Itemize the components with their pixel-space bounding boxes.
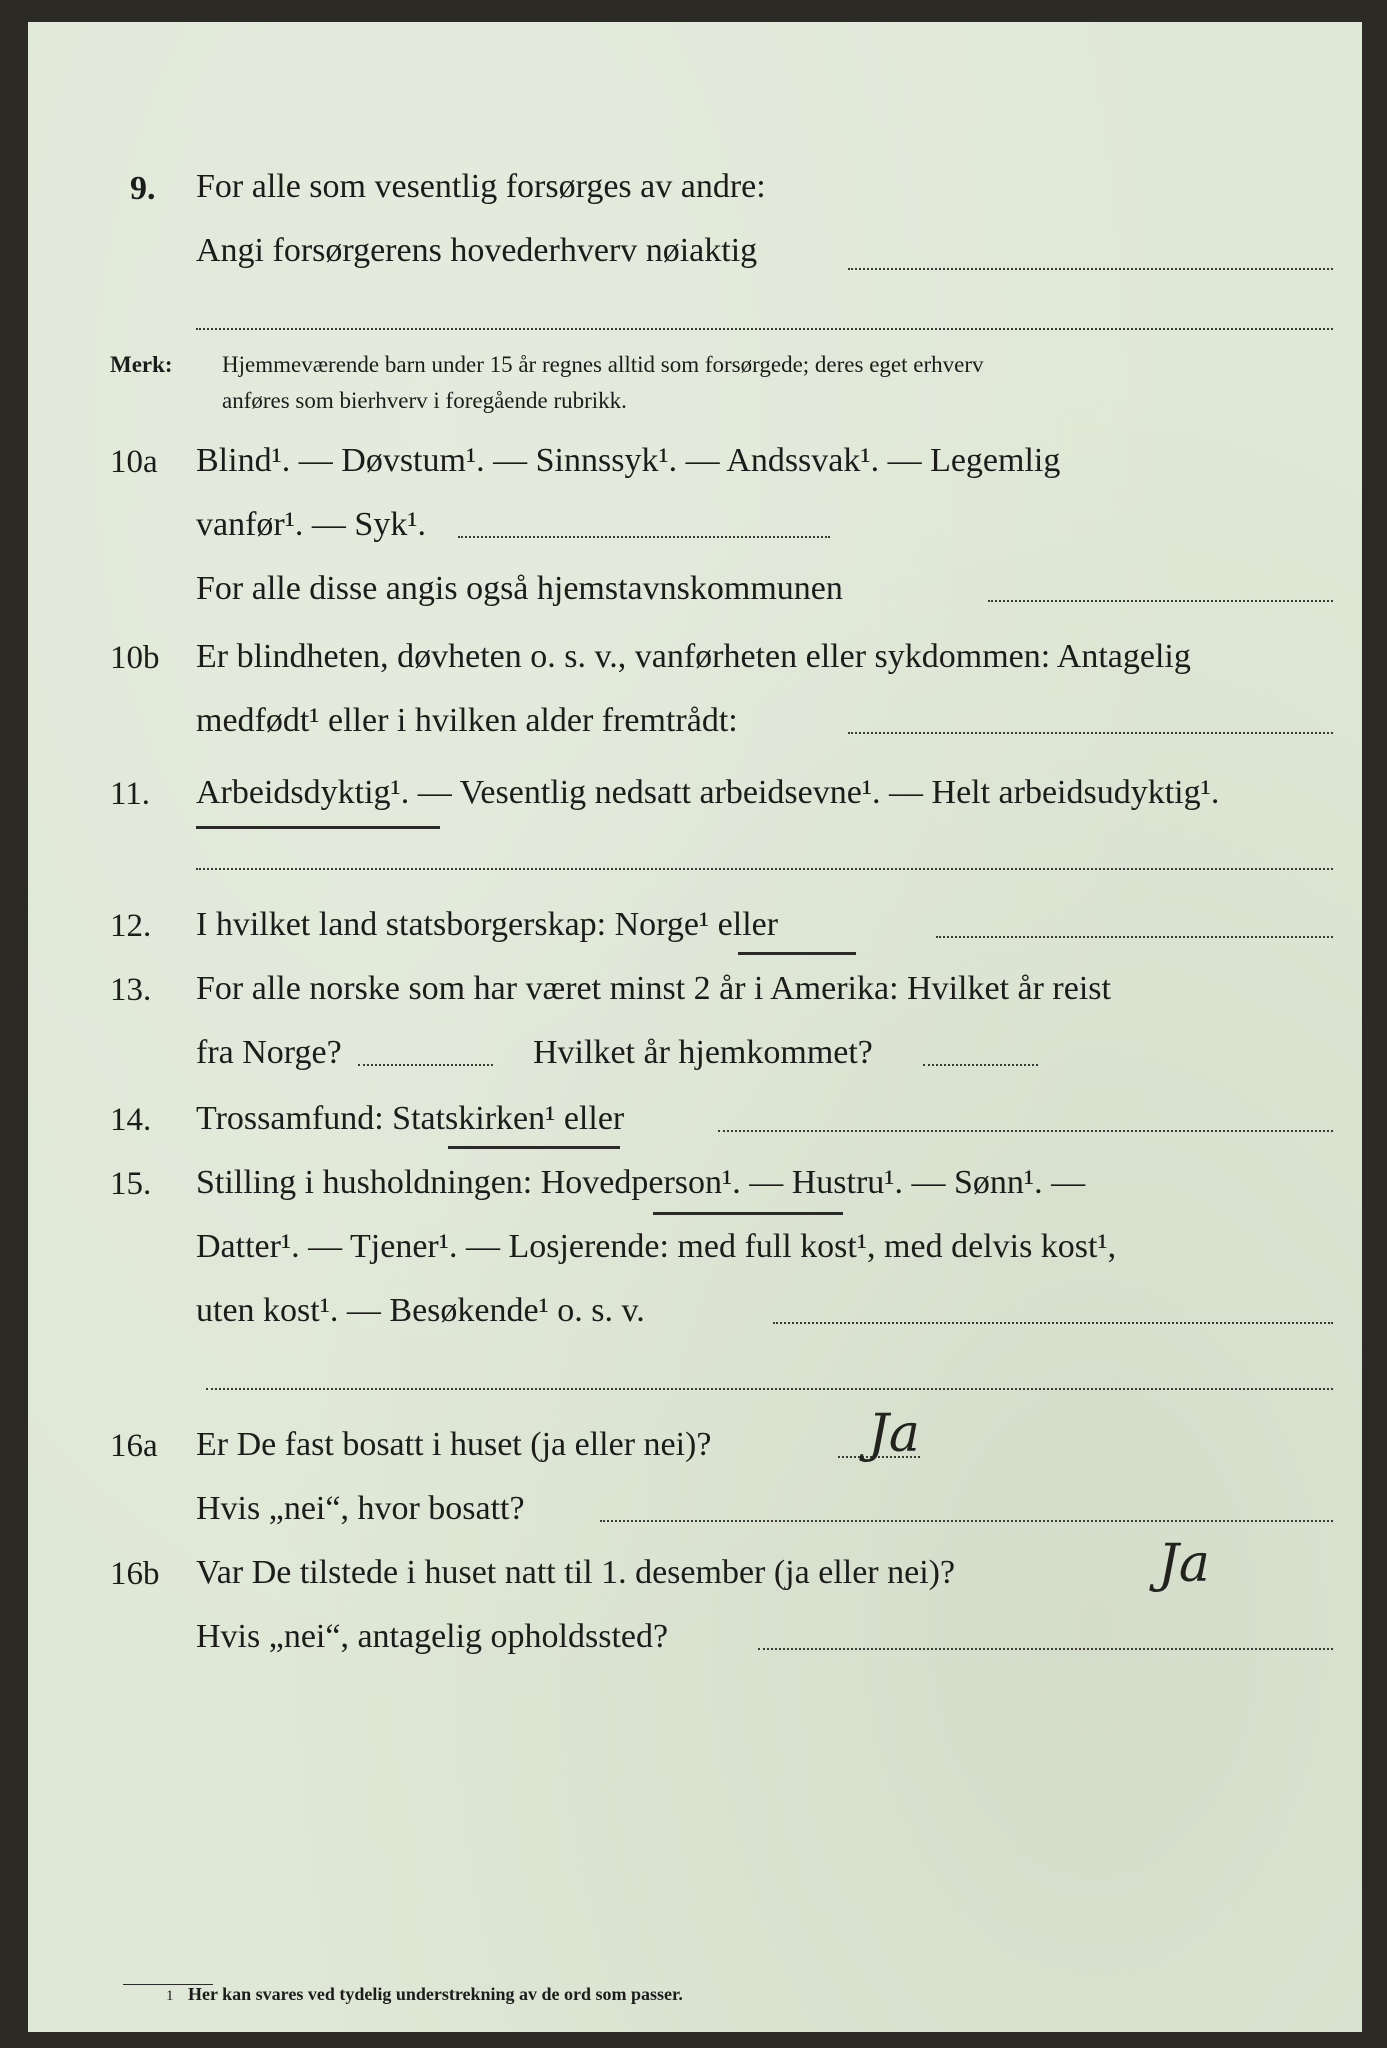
footnote-mark: 1 xyxy=(166,1988,174,2004)
q15-handwritten-underline xyxy=(653,1212,843,1215)
q11-handwritten-underline xyxy=(196,826,440,829)
merk-label: Merk: xyxy=(110,352,173,377)
q13-line2a: fra Norge? xyxy=(196,1034,342,1071)
q15-line2: Datter¹. — Tjener¹. — Losjerende: med full kost¹, med delvis kost¹, xyxy=(196,1228,1117,1265)
q9-answer-line xyxy=(848,268,1333,270)
q13-line1: For alle norske som har været minst 2 år i Amerika: Hvilket år reist xyxy=(196,970,1111,1007)
q10b-answer-line xyxy=(848,732,1333,734)
q12-handwritten-underline xyxy=(738,952,856,955)
q16b-number: 16b xyxy=(110,1556,160,1592)
merk-line1: Hjemmeværende barn under 15 år regnes alltid som forsørgede; deres eget erhverv xyxy=(222,352,984,377)
q12-number: 12. xyxy=(110,908,152,944)
footnote-text: Her kan svares ved tydelig understrekning av de ord som passer. xyxy=(188,1984,683,2004)
q10a-line2: vanfør¹. — Syk¹. xyxy=(196,506,427,543)
q9-line1: For alle som vesentlig forsørges av andre: xyxy=(196,168,766,205)
q15-number: 15. xyxy=(110,1166,152,1202)
q14-answer-line xyxy=(718,1130,1333,1132)
q15-line1: Stilling i husholdningen: Hovedperson¹. — Hustru¹. — Sønn¹. — xyxy=(196,1164,1086,1201)
q16a-line2: Hvis „nei“, hvor bosatt? xyxy=(196,1490,525,1527)
q15-line3: uten kost¹. — Besøkende¹ o. s. v. xyxy=(196,1292,645,1329)
q11-answer-line xyxy=(196,868,1333,870)
q15-answer-line xyxy=(773,1322,1333,1324)
q16b-handwritten-answer: Ja xyxy=(1158,1534,1210,1594)
q9-number: 9. xyxy=(130,170,156,207)
merk-line2: anføres som bierhverv i foregående rubrikk. xyxy=(222,388,627,413)
q16a-line1: Er De fast bosatt i huset (ja eller nei)? xyxy=(196,1426,712,1463)
q11-number: 11. xyxy=(110,776,151,812)
q10a-answer-line-2 xyxy=(988,600,1333,602)
q13-line2b: Hvilket år hjemkommet? xyxy=(533,1034,873,1071)
q10b-line2: medfødt¹ eller i hvilken alder fremtrådt: xyxy=(196,702,738,739)
q10a-line3: For alle disse angis også hjemstavnskommunen xyxy=(196,570,843,607)
q13-number: 13. xyxy=(110,972,152,1008)
q10a-answer-line xyxy=(458,536,830,538)
q16a-residence-line xyxy=(600,1520,1333,1522)
census-form-page xyxy=(28,22,1362,2032)
q14-line1: Trossamfund: Statskirken¹ eller xyxy=(196,1100,625,1137)
q13-year-returned-line xyxy=(923,1064,1038,1066)
q14-handwritten-underline xyxy=(448,1146,620,1149)
q16b-location-line xyxy=(758,1648,1333,1650)
q16a-number: 16a xyxy=(110,1428,158,1464)
q14-number: 14. xyxy=(110,1102,152,1138)
q11-line1: Arbeidsdyktig¹. — Vesentlig nedsatt arbeidsevne¹. — Helt arbeidsudyktig¹. xyxy=(196,774,1220,811)
q16b-line2: Hvis „nei“, antagelig opholdssted? xyxy=(196,1618,669,1655)
q12-line1: I hvilket land statsborgerskap: Norge¹ eller xyxy=(196,906,779,943)
q9-answer-line-2 xyxy=(196,328,1333,330)
q16b-line1: Var De tilstede i huset natt til 1. desember (ja eller nei)? xyxy=(196,1554,956,1591)
q10a-line1: Blind¹. — Døvstum¹. — Sinnssyk¹. — Andssvak¹. — Legemlig xyxy=(196,442,1061,479)
q10b-number: 10b xyxy=(110,640,160,676)
q15-answer-line-2 xyxy=(206,1388,1333,1390)
q10a-number: 10a xyxy=(110,444,158,480)
q9-line2: Angi forsørgerens hovederhverv nøiaktig xyxy=(196,232,758,269)
q16a-handwritten-answer: Ja xyxy=(868,1404,920,1464)
q12-answer-line xyxy=(936,936,1333,938)
q13-year-left-line xyxy=(358,1064,493,1066)
q10b-line1: Er blindheten, døvheten o. s. v., vanførheten eller sykdommen: Antagelig xyxy=(196,638,1191,675)
